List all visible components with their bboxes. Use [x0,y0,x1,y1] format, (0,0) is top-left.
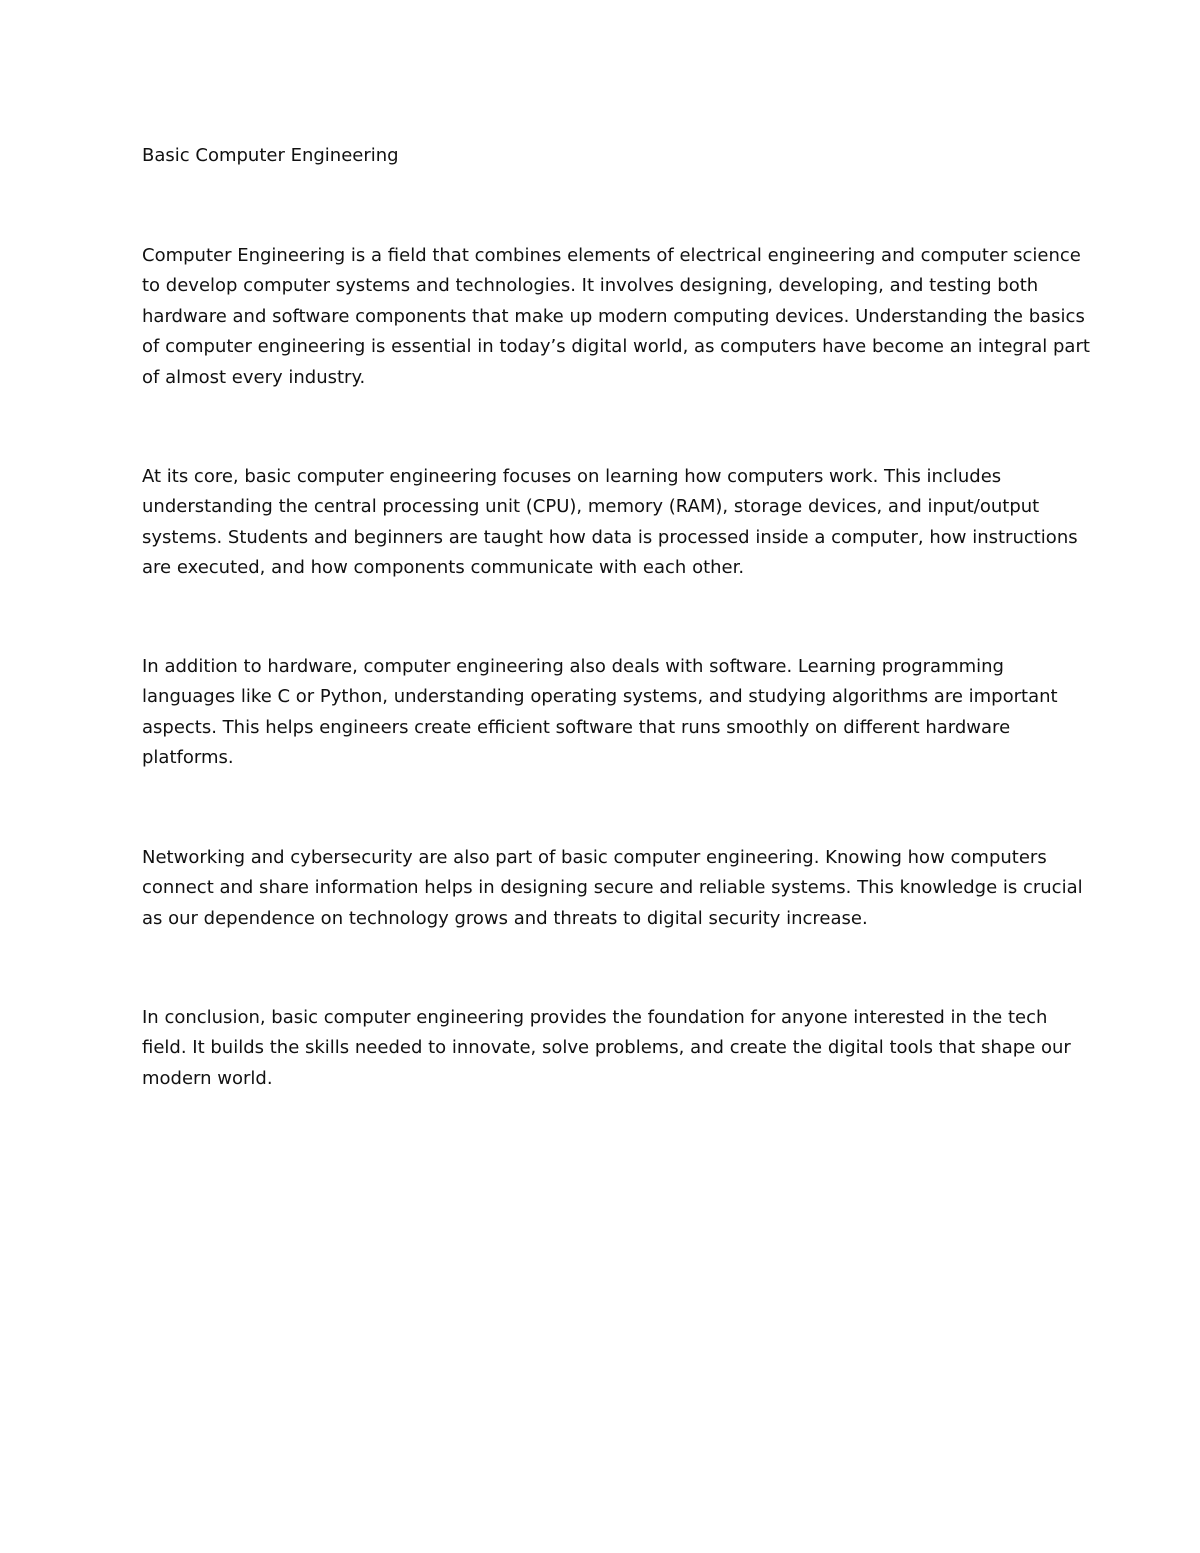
paragraph-line: Networking and cybersecurity are also part of basic computer engineering. Knowing how computers [142,847,1047,868]
paragraph-software [142,652,1058,774]
paragraph-line: hardware and software components that make up modern computing devices. Understanding the basics [142,305,1085,327]
paragraph-conclusion [142,1003,1071,1094]
paragraph-line: platforms. [142,747,234,769]
paragraph-line: are executed, and how components communicate with each other. [142,557,745,579]
paragraph-line: At its core, basic computer engineering focuses on learning how computers work. This includes [142,466,1002,487]
paragraph-line: to develop computer systems and technologies. It involves designing, developing, and testing both [142,275,1039,297]
paragraph-line: systems. Students and beginners are taught how data is processed inside a computer, how instructions [142,526,1078,548]
paragraph-line: connect and share information helps in designing secure and reliable systems. This knowledge is crucial [142,877,1083,899]
paragraph-line: of almost every industry. [142,366,366,388]
paragraph-core-concepts [142,462,1078,584]
paragraph-networking [142,843,1083,934]
paragraph-line: of computer engineering is essential in today’s digital world, as computers have become an integral part [142,336,1090,358]
paragraph-line: understanding the central processing unit (CPU), memory (RAM), storage devices, and input/output [142,496,1040,518]
document-title: Basic Computer Engineering [142,145,399,166]
paragraph-line: modern world. [142,1067,273,1089]
paragraph-line: field. It builds the skills needed to innovate, solve problems, and create the digital tools that shape our [142,1037,1071,1059]
paragraph-line: languages like C or Python, understanding operating systems, and studying algorithms are important [142,686,1058,708]
paragraph-line: In addition to hardware, computer engineering also deals with software. Learning programming [142,656,1004,677]
paragraph-line: as our dependence on technology grows and threats to digital security increase. [142,907,868,929]
paragraph-introduction [142,241,1090,393]
paragraph-line: aspects. This helps engineers create efficient software that runs smoothly on different hardware [142,716,1011,738]
paragraph-line: Computer Engineering is a field that combines elements of electrical engineering and computer science [142,245,1081,266]
paragraph-line: In conclusion, basic computer engineering provides the foundation for anyone interested in the tech [142,1007,1048,1028]
